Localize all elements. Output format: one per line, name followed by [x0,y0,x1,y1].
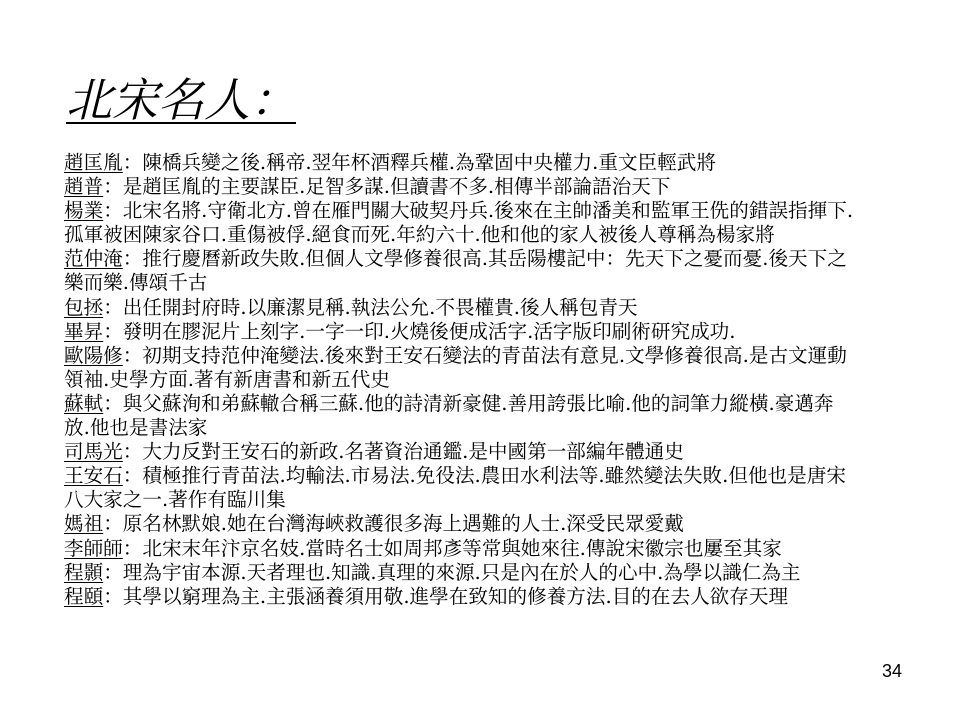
page-number: 34 [881,661,902,681]
person-name: 程頤 [64,584,104,608]
slide-title: 北宋名人： [66,73,296,127]
person-name: 楊業 [64,199,104,223]
list-item [64,512,854,536]
person-description: ：推行慶曆新政失敗.但個人文學修養很高.其岳陽樓記中：先天下之憂而憂.後天下之樂而樂.傳頌千古 [64,247,847,295]
person-name: 趙普 [64,175,104,199]
list-item [64,440,854,464]
list-item [64,199,854,247]
person-name: 司馬光 [64,440,123,464]
person-name: 趙匡胤 [64,151,123,174]
person-description: ：積極推行青苗法.均輸法.市易法.免役法.農田水利法等.雖然變法失敗.但他也是唐宋八大家之一.著作有臨川集 [64,464,846,512]
list-item [64,247,854,295]
person-description: ：發明在膠泥片上刻字.一字一印.火燒後便成活字.活字版印刷術研究成功. [103,319,736,343]
person-description: ：是趙匡胤的主要謀臣.足智多謀.但讀書不多.相傳半部論語治天下 [103,175,671,199]
person-description: ：北宋末年汴京名妓.當時名士如周邦彥等常與她來往.傳說宋徽宗也屢至其家 [122,536,782,560]
person-name: 蘇軾 [64,391,104,415]
person-description: ：北宋名將.守衛北方.曾在雁門關大破契丹兵.後來在主帥潘美和監軍王侁的錯誤指揮下.孤軍被困陳家谷口.重傷被俘.絕食而死.年約六十.他和他的家人被後人尊稱為楊家將 [64,199,854,247]
person-name: 媽祖 [64,512,104,536]
person-description: ：出任開封府時.以廉潔見稱.執法公允.不畏權貴.後人稱包青天 [103,295,638,319]
person-description: ：初期支持范仲淹變法.後來對王安石變法的青苗法有意見.文學修養很高.是古文運動領袖.史學方面.著有新唐書和新五代史 [64,343,847,391]
list-item [64,320,854,344]
list-item [64,175,854,199]
list-item [64,561,854,585]
person-name: 王安石 [64,464,123,488]
person-description: ：陳橋兵變之後.稱帝.翌年杯酒釋兵權.為鞏固中央權力.重文臣輕武將 [122,151,716,174]
list-item [64,296,854,320]
list-item [64,344,854,392]
list-item [64,537,854,561]
list-item [64,392,854,440]
person-name: 李師師 [64,536,123,560]
person-description: ：與父蘇洵和弟蘇轍合稱三蘇.他的詩清新豪健.善用誇張比喻.他的詞筆力縱橫.豪邁奔放.他也是書法家 [64,391,834,440]
person-name: 包拯 [64,295,104,319]
person-name: 歐陽修 [64,343,123,367]
list-item [64,151,854,175]
person-description: ：理為宇宙本源.天者理也.知識.真理的來源.只是內在於人的心中.為學以識仁為主 [103,560,801,584]
person-name: 畢昇 [64,319,104,343]
figure-list [64,151,854,609]
person-description: ：大力反對王安石的新政.名著資治通鑑.是中國第一部編年體通史 [122,440,684,464]
person-description: ：原名林默娘.她在台灣海峽救護很多海上遇難的人士.深受民眾愛戴 [103,512,684,536]
person-name: 范仲淹 [64,247,123,271]
person-description: ：其學以窮理為主.主張涵養須用敬.進學在致知的修養方法.目的在去人欲存天理 [103,584,789,608]
list-item [64,585,854,609]
list-item [64,464,854,512]
person-name: 程顥 [64,560,104,584]
